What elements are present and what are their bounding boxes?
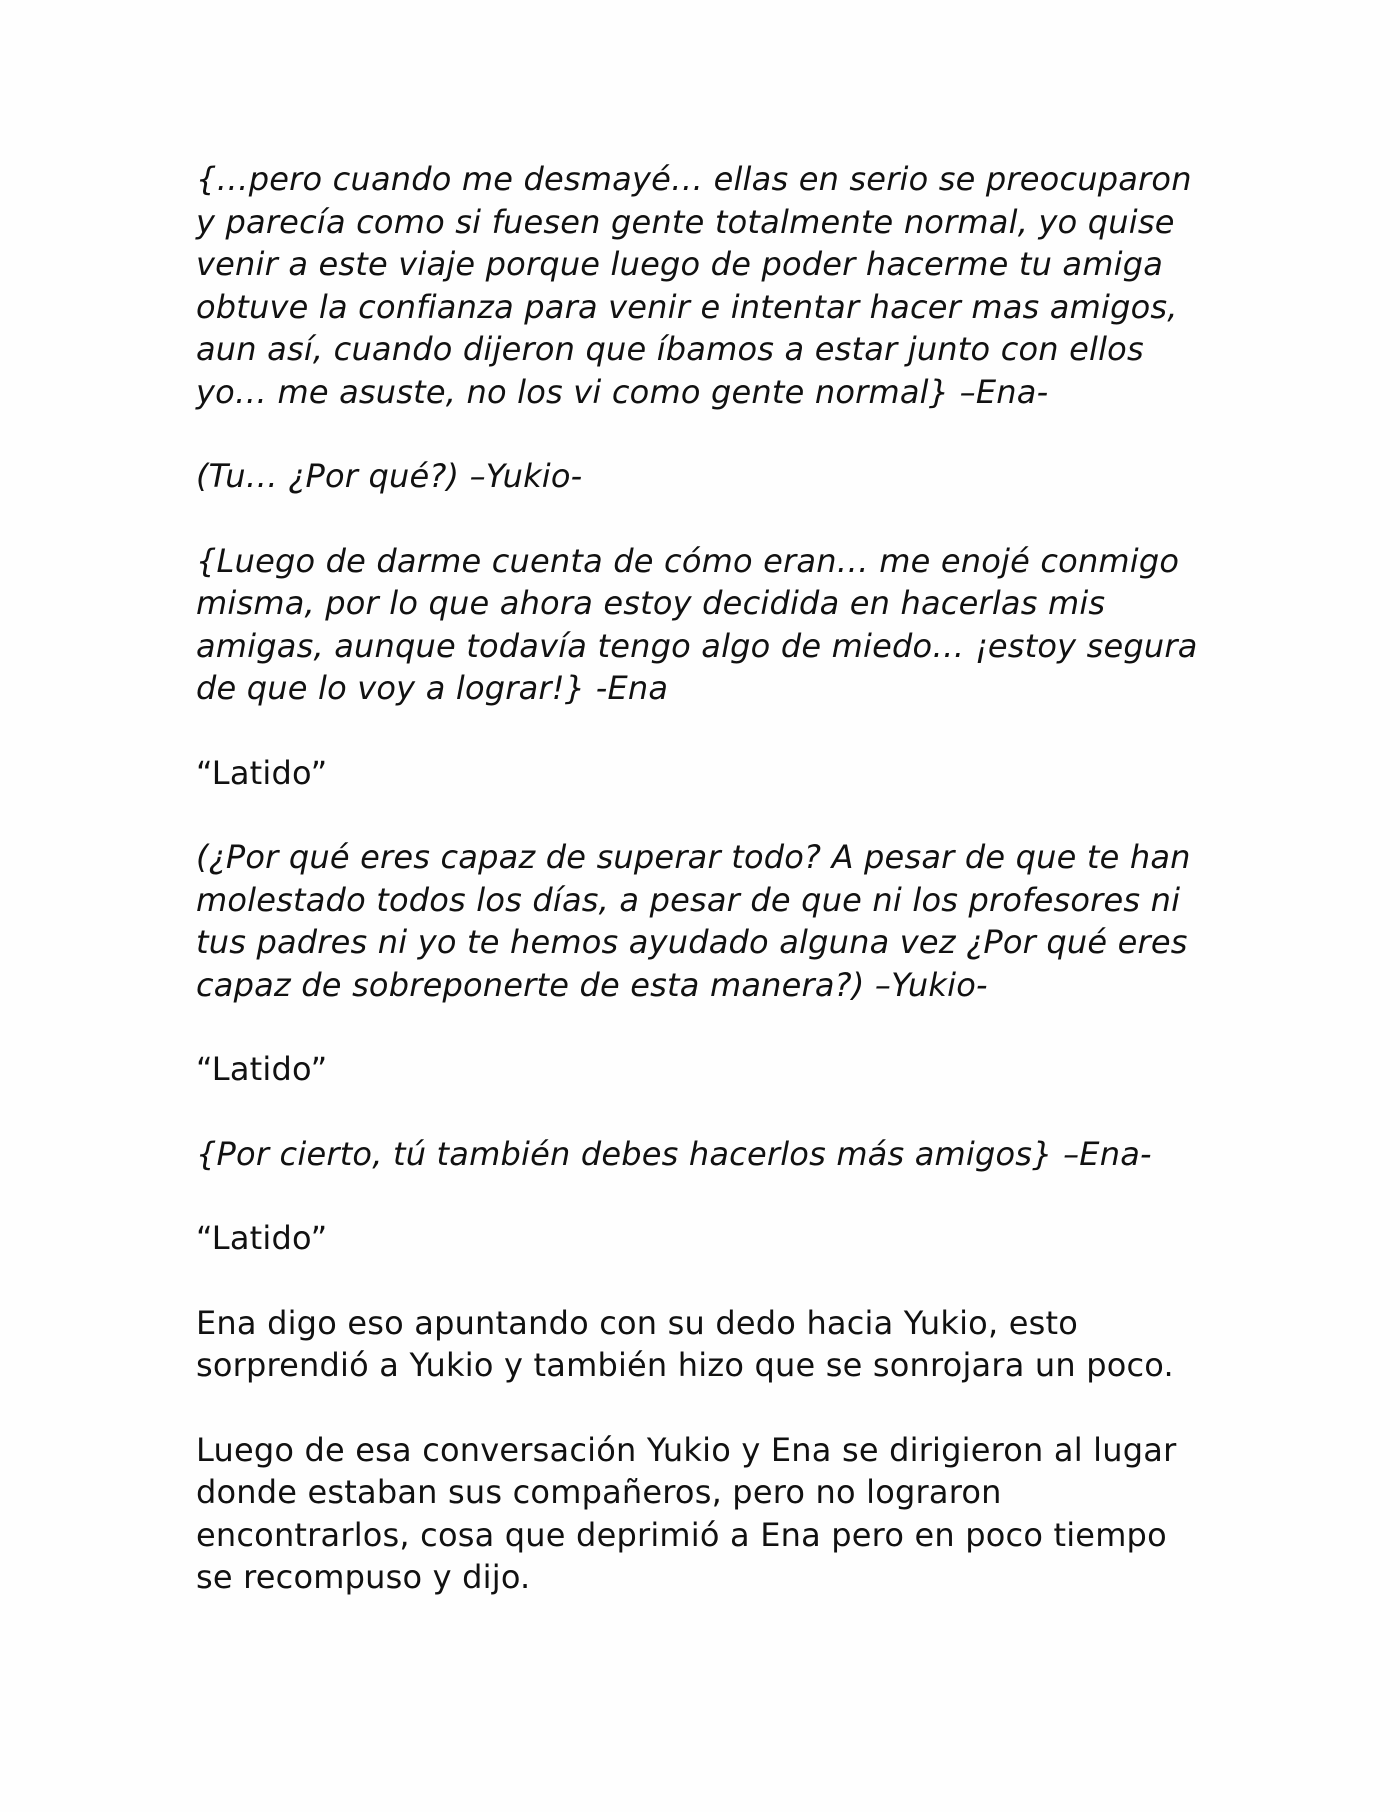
dialogue-ena-fainted: {…pero cuando me desmayé… ellas en serio se preocuparon y parecía como si fuesen gente totalmente normal, yo quise venir a este viaje porque luego de poder hacerme tu amiga obtuve la confianza para venir e intentar hacer mas amigos, aun así, cuando dijeron que íbamos a estar junto con ellos yo… me asuste, no los vi como gente normal} –Ena- (196, 160, 1192, 411)
narration-search: Luego de esa conversación Yukio y Ena se dirigieron al lugar donde estaban sus compañeros, pero no lograron encontrarlos, cosa que deprimió a Ena pero en poco tiempo se recompuso y dijo. (196, 1430, 1177, 1596)
heartbeat-sfx-3: “Latido” (196, 1219, 328, 1257)
dialogue-ena-decided: {Luego de darme cuenta de cómo eran… me enojé conmigo misma, por lo que ahora estoy decidida en hacerlas mis amigas, aunque todavía tengo algo de miedo… ¡estoy segura de que lo voy a lograr!} -Ena (196, 541, 1198, 707)
dialogue-yukio-overcome: (¿Por qué eres capaz de superar todo? A pesar de que te han molestado todos los días, a pesar de que ni los profesores ni tus padres ni yo te hemos ayudado alguna vez ¿Por qué eres capaz de sobreponerte de esta manera?) –Yukio- (196, 838, 1191, 1004)
heartbeat-sfx-1: “Latido” (196, 753, 328, 792)
text-body (196, 158, 1226, 1641)
heartbeat-sfx-2: “Latido” (196, 1050, 328, 1088)
narration-pointing: Ena digo eso apuntando con su dedo hacia Yukio, esto sorprendió a Yukio y también hizo que se sonrojara un poco. (196, 1303, 1174, 1384)
dialogue-yukio-why: (Tu… ¿Por qué?) –Yukio- (196, 457, 583, 495)
dialogue-ena-more-friends: {Por cierto, tú también debes hacerlos más amigos} –Ena- (196, 1134, 1152, 1173)
